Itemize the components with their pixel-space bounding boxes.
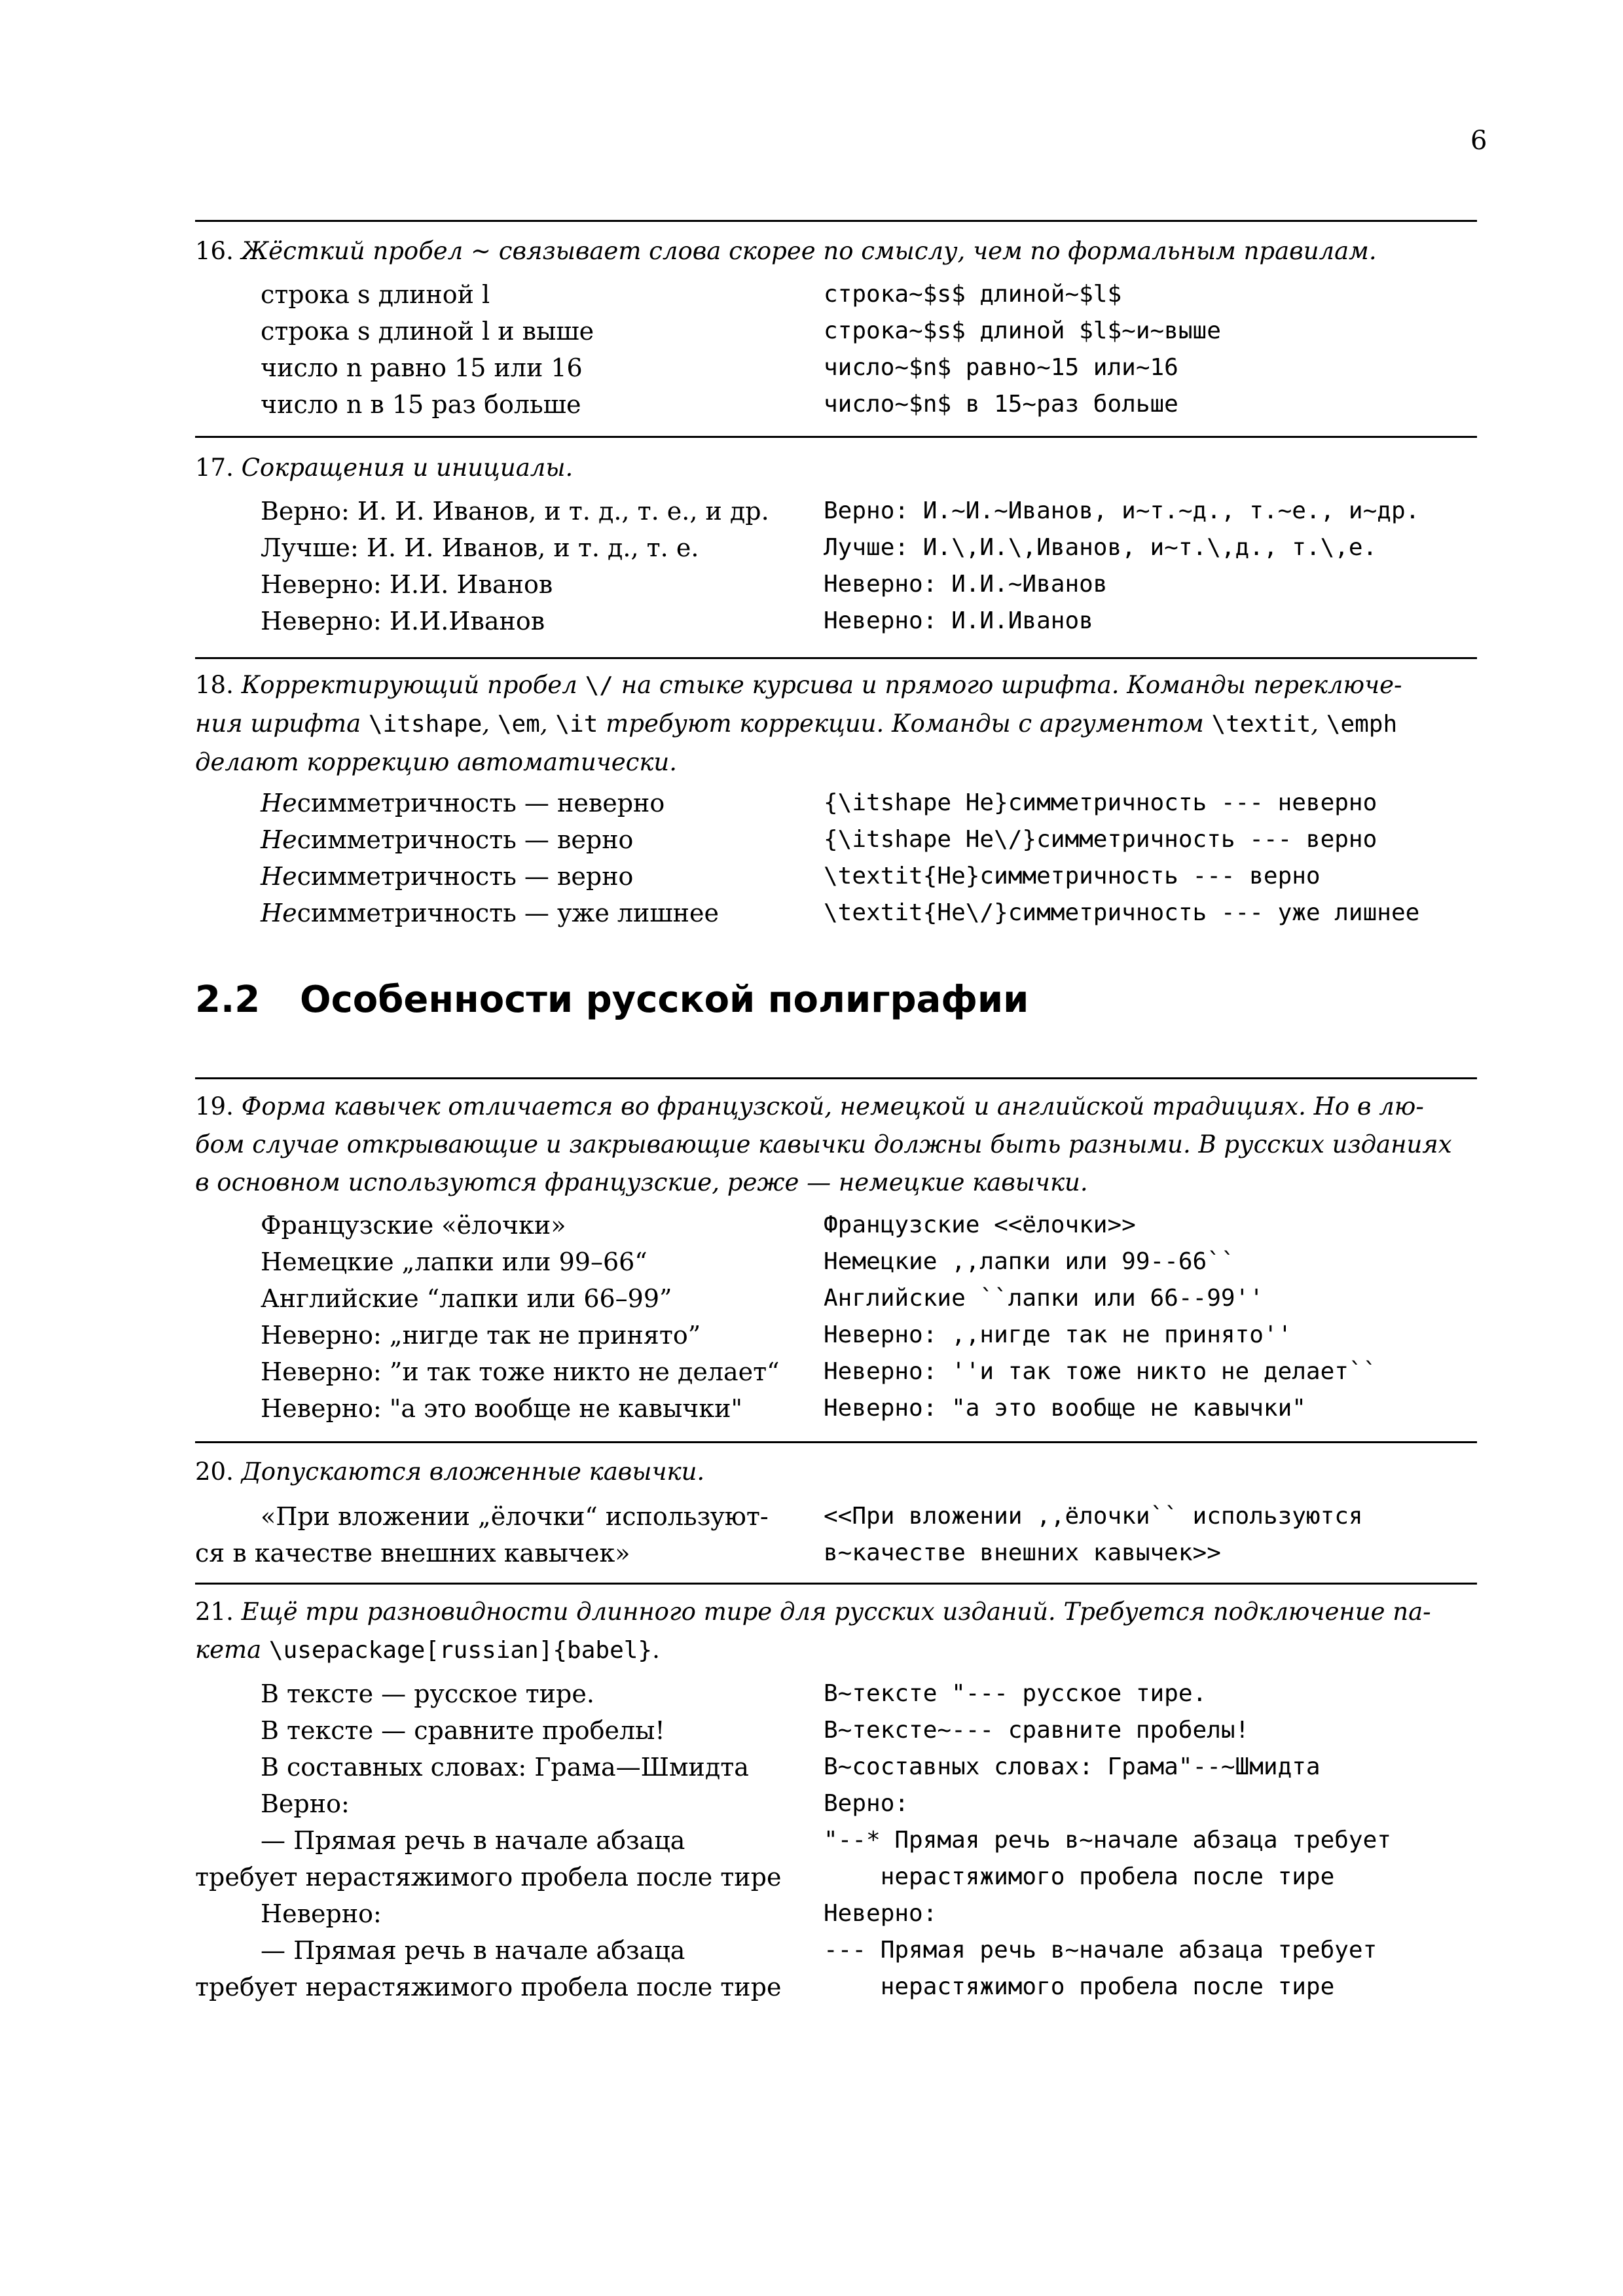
example-source: {\itshape Не}симметричность --- неверно [824, 789, 1377, 816]
item-number: 17. [195, 454, 234, 482]
item-16-heading [195, 232, 1481, 270]
example-source: Английские ``лапки или 66--99'' [824, 1285, 1264, 1312]
example-source: {\itshape Не\/}симметричность --- верно [824, 826, 1377, 853]
section-number: 2.2 [195, 978, 261, 1021]
example-row [0, 1244, 1623, 1280]
example-result: требует нерастяжимого пробела после тире [195, 1863, 782, 1892]
example-source: Лучше: И.\,И.\,Иванов, и~т.\,д., т.\,е. [824, 534, 1377, 561]
example-row [0, 276, 1623, 313]
example-source: Немецкие ,,лапки или 99--66`` [824, 1248, 1235, 1275]
example-source: строка~$s$ длиной~$l$ [824, 281, 1122, 308]
example-result: Немецкие „лапки или 99–66“ [261, 1247, 647, 1276]
item-text: Жёсткий пробел ~ связывает слова скорее по смыслу, чем по формальным правилам. [241, 237, 1377, 265]
example-row [0, 1749, 1623, 1785]
example-result: В тексте — сравните пробелы! [261, 1716, 665, 1745]
example-source: Верно: И.~И.~Иванов, и~т.~д., т.~е., и~др. [824, 497, 1420, 524]
example-source: "--* Прямая речь в~начале абзаца требует [824, 1827, 1391, 1854]
section-heading [195, 978, 1029, 1021]
example-row [0, 313, 1623, 350]
heading-line: кета \usepackage[russian]{babel}. [195, 1636, 660, 1664]
example-row [0, 785, 1623, 821]
heading-line: бом случае открывающие и закрывающие кавычки должны быть разными. В русских изданиях [195, 1130, 1452, 1158]
item-text: Сокращения и инициалы. [241, 454, 574, 482]
example-source: Неверно: "а это вообще не кавычки" [824, 1395, 1306, 1422]
divider [195, 657, 1477, 659]
heading-line: в основном используются французские, реже — немецкие кавычки. [195, 1168, 1088, 1196]
item-18-heading [195, 666, 1481, 781]
example-row [0, 1969, 1623, 2005]
example-source: строка~$s$ длиной $l$~и~выше [824, 317, 1221, 344]
divider [195, 1583, 1477, 1585]
example-row [0, 1822, 1623, 1859]
example-result: Верно: [261, 1789, 350, 1818]
divider [195, 436, 1477, 438]
heading-line: 19. Форма кавычек отличается во французской, немецкой и английской традициях. Но в лю- [195, 1092, 1424, 1121]
example-result: Неверно: И.И. Иванов [261, 570, 553, 599]
example-source: <<При вложении ,,ёлочки`` используются [824, 1503, 1363, 1530]
example-result: Лучше: И. И. Иванов, и т. д., т. е. [261, 533, 699, 562]
divider [195, 1441, 1477, 1443]
example-row [0, 566, 1623, 603]
divider [195, 220, 1477, 222]
example-row [0, 603, 1623, 639]
example-row [0, 1712, 1623, 1749]
example-row [0, 1895, 1623, 1932]
example-row [0, 1785, 1623, 1822]
example-row [0, 895, 1623, 931]
example-result: Английские “лапки или 66–99” [261, 1284, 672, 1313]
example-row [0, 386, 1623, 423]
example-row [0, 1390, 1623, 1427]
example-source: В~тексте "--- русское тире. [824, 1680, 1207, 1707]
item-number: 18. [195, 671, 234, 699]
example-row [0, 1676, 1623, 1712]
example-result: число n равно 15 или 16 [261, 353, 583, 382]
example-result: В тексте — русское тире. [261, 1679, 594, 1708]
heading-line: ния шрифта \itshape, \em, \it требуют коррекции. Команды с аргументом \textit, \emph [195, 709, 1398, 738]
example-result: Несимметричность — верно [261, 862, 634, 891]
example-source: нерастяжимого пробела после тире [824, 1863, 1335, 1890]
section-title: Особенности русской полиграфии [300, 978, 1029, 1021]
example-row [0, 1354, 1623, 1390]
example-row [0, 1535, 1623, 1571]
example-source: Французские <<ёлочки>> [824, 1211, 1136, 1238]
item-number: 16. [195, 237, 234, 265]
example-row [0, 1317, 1623, 1354]
example-result: строка s длиной l и выше [261, 317, 594, 346]
divider [195, 1077, 1477, 1079]
example-row [0, 858, 1623, 895]
example-source: \textit{Не}симметричность --- верно [824, 863, 1321, 889]
example-source: нерастяжимого пробела после тире [824, 1973, 1335, 2000]
item-text: Допускаются вложенные кавычки. [241, 1458, 705, 1486]
example-source: --- Прямая речь в~начале абзаца требует [824, 1937, 1377, 1964]
example-row [0, 1859, 1623, 1895]
example-row [0, 1498, 1623, 1535]
example-result: требует нерастяжимого пробела после тире [195, 1973, 782, 2001]
item-number: 19. [195, 1092, 234, 1121]
example-result: Неверно: „нигде так не принято” [261, 1321, 701, 1350]
example-row [0, 493, 1623, 529]
example-result: число n в 15 раз больше [261, 390, 581, 419]
example-row [0, 350, 1623, 386]
example-row [0, 1207, 1623, 1244]
item-20-heading [195, 1453, 1481, 1491]
example-row [0, 821, 1623, 858]
example-source: Верно: [824, 1790, 909, 1817]
heading-line: делают коррекцию автоматически. [195, 748, 678, 776]
item-number: 20. [195, 1458, 234, 1486]
heading-line: 21. Ещё три разновидности длинного тире для русских изданий. Требуется подключение па- [195, 1598, 1431, 1626]
item-21-heading [195, 1593, 1481, 1670]
example-source: \textit{Не\/}симметричность --- уже лишнее [824, 899, 1420, 926]
example-result: «При вложении „ёлочки“ использyют- [261, 1502, 769, 1531]
example-result: Французские «ёлочки» [261, 1211, 566, 1240]
example-result: В составных словах: Грама—Шмидта [261, 1753, 749, 1782]
example-result: Неверно: И.И.Иванов [261, 607, 545, 636]
example-result: Верно: И. И. Иванов, и т. д., т. е., и др. [261, 497, 769, 526]
example-result: Несимметричность — уже лишнее [261, 899, 719, 927]
example-source: Неверно: ''и так тоже никто не делает`` [824, 1358, 1377, 1385]
example-result: ся в качестве внешних кавычек» [195, 1539, 630, 1568]
example-result: строка s длиной l [261, 280, 490, 309]
example-result: — Прямая речь в начале абзаца [261, 1826, 685, 1855]
example-result: Неверно: "а это вообще не кавычки" [261, 1394, 742, 1423]
heading-line: 18. Корректирующий пробел \/ на стыке курсива и прямого шрифта. Команды переключе- [195, 671, 1402, 699]
example-source: Неверно: [824, 1900, 938, 1927]
item-19-heading [195, 1088, 1481, 1202]
item-17-heading [195, 449, 1481, 487]
example-source: В~составных словах: Грама"--~Шмидта [824, 1753, 1321, 1780]
example-row [0, 1932, 1623, 1969]
example-result: Несимметричность — верно [261, 825, 634, 854]
example-row [0, 1280, 1623, 1317]
item-number: 21. [195, 1598, 234, 1626]
example-source: Неверно: И.И.Иванов [824, 607, 1093, 634]
example-row [0, 529, 1623, 566]
example-source: В~тексте~--- сравните пробелы! [824, 1717, 1250, 1744]
page-number: 6 [1470, 126, 1487, 156]
example-result: — Прямая речь в начале абзаца [261, 1936, 685, 1965]
example-source: Неверно: И.И.~Иванов [824, 571, 1108, 598]
example-result: Неверно: [261, 1899, 382, 1928]
example-source: в~качестве внешних кавычек>> [824, 1539, 1221, 1566]
example-source: Неверно: ,,нигде так не принято'' [824, 1321, 1292, 1348]
example-result: Неверно: ”и так тоже никто не делает“ [261, 1357, 780, 1386]
example-result: Несимметричность — неверно [261, 789, 665, 817]
example-source: число~$n$ равно~15 или~16 [824, 354, 1178, 381]
example-source: число~$n$ в 15~раз больше [824, 391, 1178, 418]
